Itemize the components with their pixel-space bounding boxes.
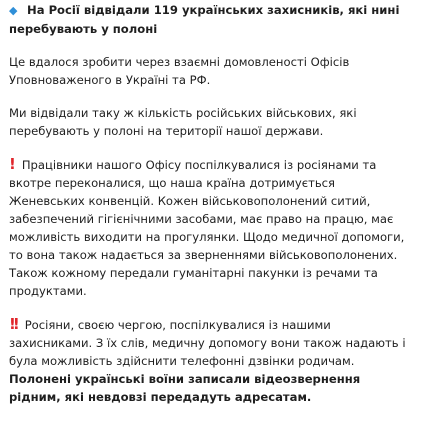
small-blue-diamond-icon: ◆ — [9, 4, 18, 17]
paragraph-russians-bold-text: Полонені українські воїни записали відеозвернення рідним, які невдовзі передадуть адресатам. — [9, 372, 361, 404]
red-exclamation-icon: ! — [9, 155, 16, 173]
paragraph-russians-text: Росіяни, своєю чергою, поспілкувалися із нашими захисниками. З їх слів, медичну допомогу вони також надають і була можливість здійснити телефонні дзвінки родичам. — [9, 318, 406, 368]
double-red-exclamation-icon: !! — [9, 315, 17, 333]
post-title-text: На Росії відвідали 119 українських захисників, які нині перебувають у полоні — [9, 3, 400, 36]
paragraph-office-staff — [9, 156, 406, 300]
paragraph-agreement: Це вдалося зробити через взаємні домовленості Офісів Уповноваженого в Україні та РФ. — [9, 55, 350, 87]
paragraph-reciprocal-visit: Ми відвідали таку ж кількість російських військових, які перебувають у полоні на території нашої держави. — [9, 106, 357, 138]
post-title — [9, 0, 406, 38]
paragraph-office-staff-text: Працівники нашого Офісу поспілкувалися із росіянами та вкотре переконалися, що наша країна дотримується Женевських конвенцій. Кожен військовополонений ситий, забезпечений гігієнічними засобами, має право на працю, має можливість виходити на прогулянки. Щодо медичної допомоги, то вона також надається за зверненнями військовополонених. Також кожному передали гуманітарні пакунки із речами та продуктами. — [9, 158, 405, 298]
paragraph-russians — [9, 316, 406, 406]
